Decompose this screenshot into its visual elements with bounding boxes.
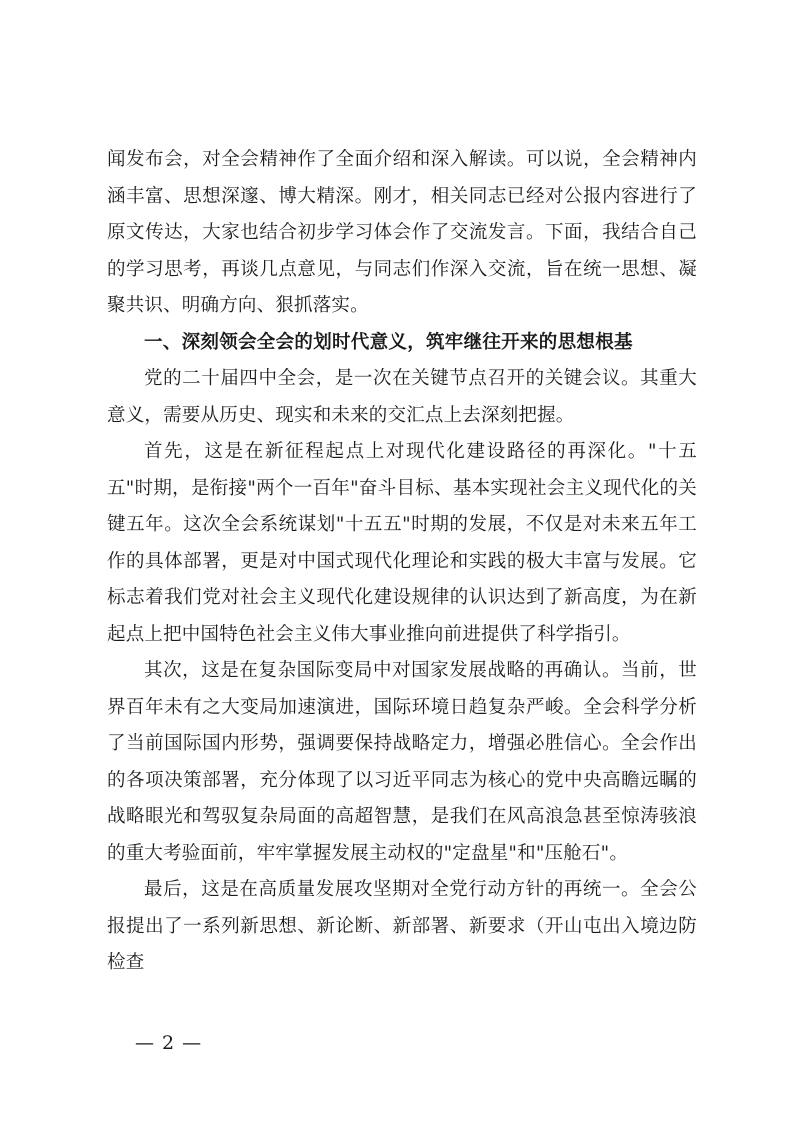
paragraph-last-point: 最后，这是在高质量发展攻坚期对全党行动方针的再统一。全会公报提出了一系列新思想、新论断、新部署、新要求（开山屯出入境边防检查 [107, 879, 697, 973]
paragraph-significance-intro: 党的二十届四中全会，是一次在关键节点召开的关键会议。其重大意义，需要从历史、现实和未来的交汇点上去深刻把握。 [107, 368, 697, 426]
paragraph-first-point: 首先，这是在新征程起点上对现代化建设路径的再深化。"十五五"时期，是衔接"两个一百年"奋斗目标、基本实现社会主义现代化的关键五年。这次全会系统谋划"十五五"时期的发展，不仅是对未来五年工作的具体部署，更是对中国式现代化理论和实践的极大丰富与发展。它标志着我们党对社会主义现代化建设规律的认识达到了新高度，为在新起点上把中国特色社会主义伟大事业推向前进提供了科学指引。 [107, 441, 697, 645]
paragraph-continuation: 闻发布会，对全会精神作了全面介绍和深入解读。可以说，全会精神内涵丰富、思想深邃、博大精深。刚才，相关同志已经对公报内容进行了原文传达，大家也结合初步学习体会作了交流发言。下面，我结合自己的学习思考，再谈几点意见，与同志们作深入交流，旨在统一思想、凝聚共识、明确方向、狠抓落实。 [107, 149, 697, 316]
section-heading: 一、深刻领会全会的划时代意义，筑牢继往开来的思想根基 [144, 331, 633, 353]
document-body [107, 142, 697, 982]
page-number: — 2 — [135, 1032, 203, 1054]
paragraph-second-point: 其次，这是在复杂国际变局中对国家发展战略的再确认。当前，世界百年未有之大变局加速演进，国际环境日趋复杂严峻。全会科学分析了当前国际国内形势，强调要保持战略定力，增强必胜信心。全会作出的各项决策部署，充分体现了以习近平同志为核心的党中央高瞻远瞩的战略眼光和驾驭复杂局面的高超智慧，是我们在风高浪急甚至惊涛骇浪的重大考验面前，牢牢掌握发展主动权的"定盘星"和"压舱石"。 [107, 660, 697, 864]
